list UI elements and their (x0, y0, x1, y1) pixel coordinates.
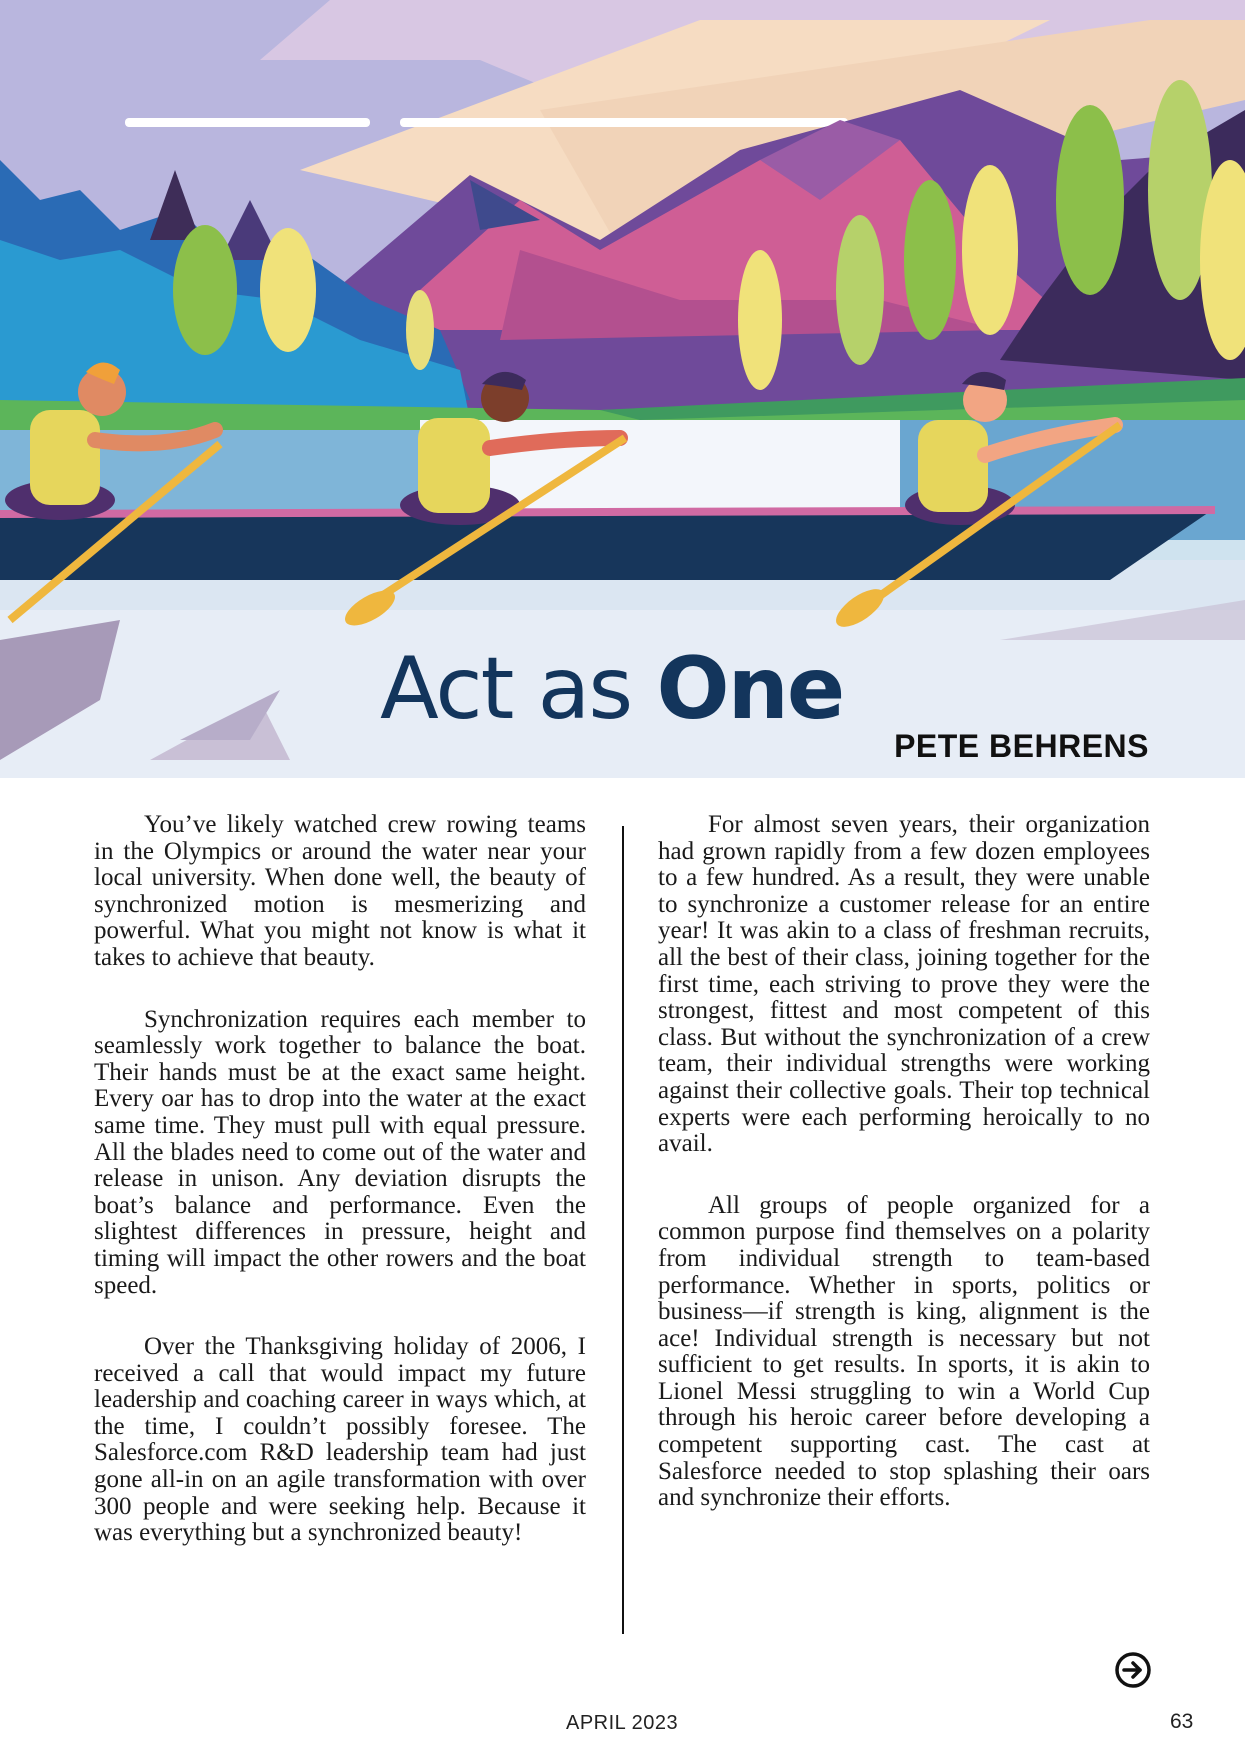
paragraph: Synchronization requires each member to seamlessly work together to balance the boat. Their hands must be at the exact same height. Every oar has to drop into the water at the exact same time. They must pull with equal pressure. All the blades need to come out of the water and release in unison. Any deviation disrupts the boat’s balance and performance. Even the slightest differences in pressure, height and timing will impact the other rowers and the boat speed. (94, 1005, 586, 1299)
left-column (94, 812, 586, 1582)
issue-date: APRIL 2023 (566, 1712, 679, 1734)
right-column (658, 812, 1150, 1547)
paragraph: For almost seven years, their organization had grown rapidly from a few dozen employees to a few hundred. As a result, they were unable to synchronize a customer release for an entire year! It was akin to a class of freshman recruits, all the best of their class, joining together for the first time, each striving to prove they were the strongest, fittest and most competent of this class. But without the synchronization of a crew team, their individual strengths were working against their collective goals. Their top technical experts were each performing heroically to no avail. (658, 811, 1150, 1158)
paragraph: Over the Thanksgiving holiday of 2006, I received a call that would impact my future leadership and coaching career in ways which, at the time, I couldn’t possibly foresee. The Salesforce.com R&D leadership team had just gone all-in on an agile transformation with over 300 people and were seeking help. Because it was everything but a synchronized beauty! (94, 1333, 586, 1547)
page-number: 63 (1170, 1710, 1194, 1733)
title-light: Act as (380, 639, 657, 739)
author-byline: PETE BEHRENS (894, 728, 1149, 764)
arrow-right-circle-icon[interactable] (1113, 1650, 1153, 1690)
title-bold: One (656, 639, 844, 739)
column-divider (622, 826, 624, 1634)
paragraph: You’ve likely watched crew rowing teams in the Olympics or around the water near your local university. When done well, the beauty of synchronized motion is mesmerizing and powerful. What you might not know is what it takes to achieve that beauty. (94, 811, 586, 971)
article-title (380, 639, 844, 739)
paragraph: All groups of people organized for a common purpose find themselves on a polarity from individual strength to team-based performance. Whether in sports, politics or business—if strength is king, alignment is the ace! Individual strength is necessary but not sufficient to get results. In sports, it is akin to Lionel Messi struggling to win a World Cup through his heroic career before developing a competent supporting cast. The cast at Salesforce needed to stop splashing their oars and synchronize their efforts. (658, 1191, 1150, 1512)
